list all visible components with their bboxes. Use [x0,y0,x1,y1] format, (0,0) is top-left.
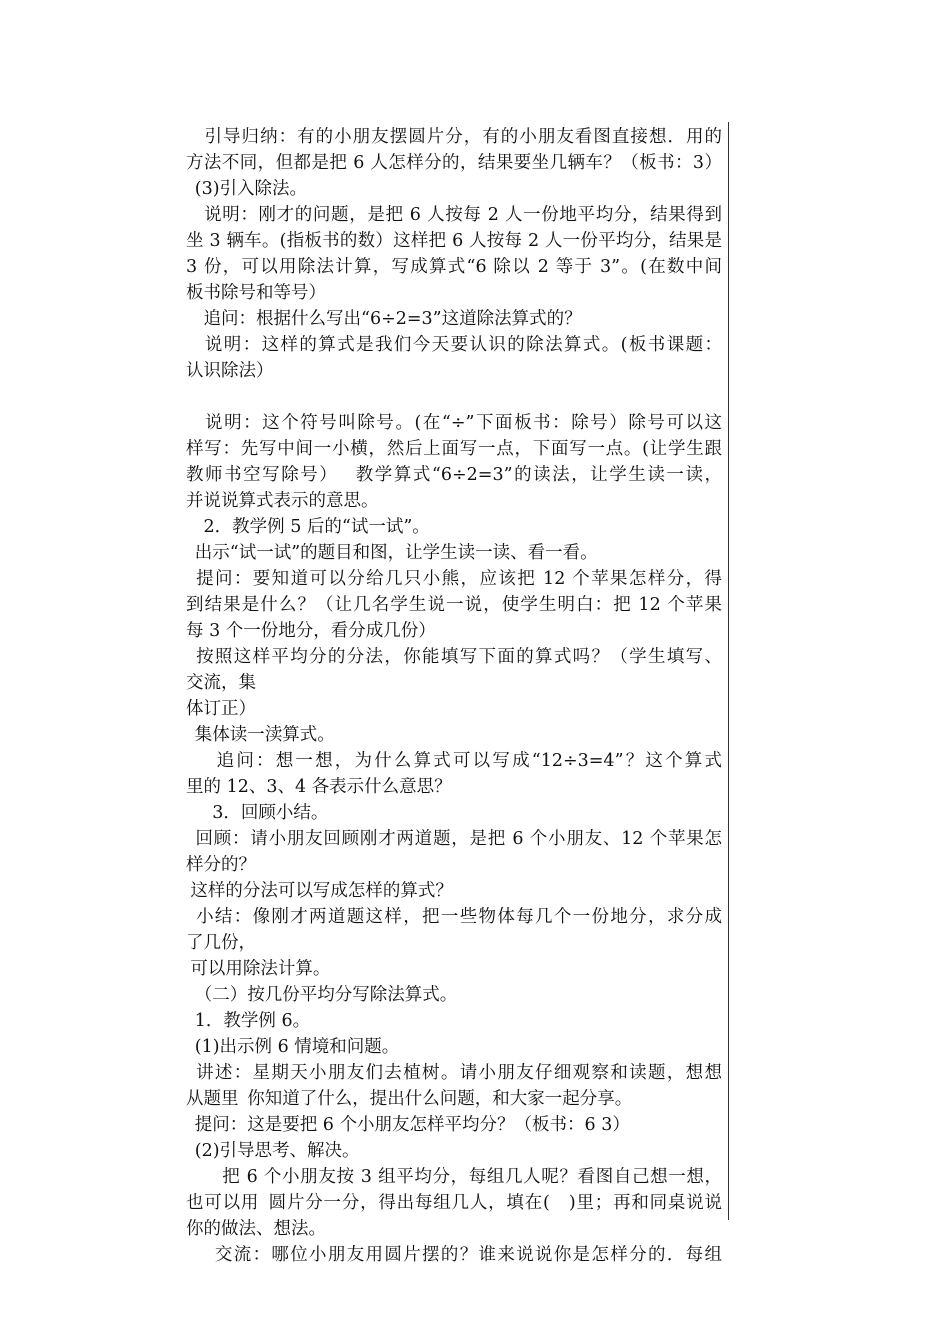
text-line: 教师书空写除号） 教学算式“6÷2=3”的读法，让学生读一读， [186,465,722,485]
text-line: 了几份， [186,933,256,953]
text-line: 交流，集 [186,673,256,693]
text-line: 1．教学例 6。 [186,1011,311,1031]
text-line: 样分的？ [186,855,256,875]
text-line: 可以用除法计算。 [186,959,331,979]
text-line: (2)引导思考、解决。 [186,1141,360,1161]
text-line: 这样的分法可以写成怎样的算式？ [186,881,453,901]
text-line: 从题里 你知道了什么，提出什么问题，和大家一起分享。 [186,1089,633,1109]
text-line: 小结：像刚才两道题这样，把一些物体每几个一份地分，求分成 [186,907,722,927]
text-line: 方法不同，但都是把 6 人怎样分的，结果要坐几辆车？（板书：3） [186,153,722,173]
text-line: 里的 12、3、4 各表示什么意思？ [186,777,452,797]
text-line: 按照这样平均分的分法，你能填写下面的算式吗？（学生填写、 [186,647,722,667]
text-line: 引导归纳：有的小朋友摆圆片分，有的小朋友看图直接想．用的 [186,127,722,147]
text-line: 集体读一渎算式。 [186,725,335,745]
text-line: 2．教学例 5 后的“试一试”。 [186,517,430,537]
text-line: 你的做法、想法。 [186,1219,326,1239]
text-line: 交流：哪位小朋友用圆片摆的？谁来说说你是怎样分的．每组 [186,1245,722,1265]
text-line: 到结果是什么？（让几名学生说一说，使学生明白：把 12 个苹果 [186,595,722,615]
text-line: （二）按几份平均分写除法算式。 [186,985,458,1005]
text-line: 把 6 个小朋友按 3 组平均分，每组几人呢？看图自己想一想， [186,1167,722,1187]
text-line: 坐 3 辆车。(指板书的数）这样把 6 人按每 2 人一份平均分，结果是 [186,231,722,251]
text-line: 体订正） [186,699,256,719]
table-border-right [728,122,729,1220]
text-line: 并说说算式表示的意思。 [186,491,379,511]
text-line: 回顾：请小朋友回顾刚才两道题，是把 6 个小朋友、12 个苹果怎 [186,829,722,849]
text-line: 认识除法） [186,361,274,381]
text-line: 说明：刚才的问题，是把 6 人按每 2 人一份地平均分，结果得到 [186,205,722,225]
text-line: 讲述：星期天小朋友们去植树。请小朋友仔细观察和读题，想想 [186,1063,722,1083]
text-line: 3．回顾小结。 [186,803,329,823]
text-line: (3)引入除法。 [186,179,308,199]
text-line: 每 3 个一份地分，看分成几份） [186,621,436,641]
text-line: 提问：这是要把 6 个小朋友怎样平均分？（板书：6 3） [186,1115,630,1135]
blank-line [186,384,722,410]
text-line: 追问：根据什么写出“6÷2=3”这道除法算式的？ [186,309,582,329]
text-line: 3 份，可以用除法计算，写成算式“6 除以 2 等于 3”。(在数中间 [186,257,722,277]
lesson-plan-text [186,124,722,1268]
text-line: 样写：先写中间一小横，然后上面写一点，下面写一点。(让学生跟 [186,439,722,459]
text-line: 追问：想一想，为什么算式可以写成“12÷3=4”？这个算式 [186,751,722,771]
text-line: 出示“试一试”的题目和图，让学生读一读、看一看。 [186,543,598,563]
text-line: (1)出示例 6 情境和问题。 [186,1037,400,1057]
text-line: 说明：这个符号叫除号。(在“÷”下面板书：除号）除号可以这 [186,413,722,433]
text-line: 也可以用 圆片分一分，得出每组几人，填在( )里；再和同桌说说 [186,1193,722,1213]
text-line: 说明：这样的算式是我们今天要认识的除法算式。(板书课题： [186,335,722,355]
text-line: 板书除号和等号） [186,283,326,303]
text-line: 提问：要知道可以分给几只小熊，应该把 12 个苹果怎样分，得 [186,569,722,589]
